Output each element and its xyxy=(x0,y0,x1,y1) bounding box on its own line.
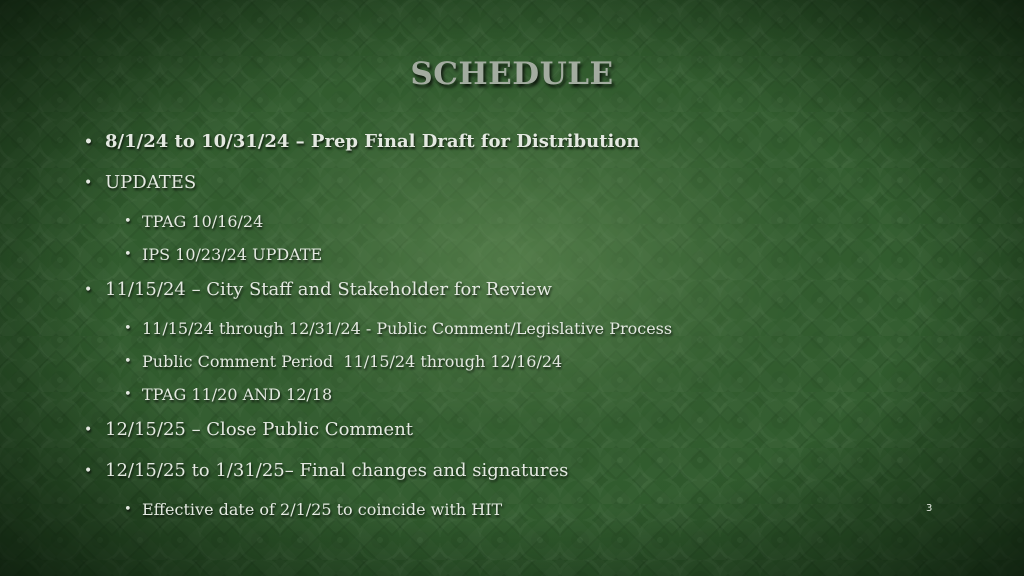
list-subitem-text: Effective date of 2/1/25 to coincide with HIT xyxy=(142,500,503,519)
bullet-icon: • xyxy=(124,502,132,517)
list-item-text: 12/15/25 to 1/31/25– Final changes and signatures xyxy=(105,460,569,481)
list-item xyxy=(84,276,944,304)
list-item-text: UPDATES xyxy=(105,172,197,193)
bullet-icon: • xyxy=(84,422,93,438)
list-subitem xyxy=(84,383,944,407)
list-item xyxy=(84,416,944,444)
bullet-icon: • xyxy=(84,134,93,150)
bullet-icon: • xyxy=(124,354,132,369)
bullet-icon: • xyxy=(124,247,132,262)
bullet-icon: • xyxy=(84,463,93,479)
list-item-text: 8/1/24 to 10/31/24 – Prep Final Draft for Distribution xyxy=(105,131,640,152)
list-subitem-text: IPS 10/23/24 UPDATE xyxy=(142,245,323,264)
list-subitem xyxy=(84,498,944,522)
list-subitem-text: TPAG 10/16/24 xyxy=(142,212,264,231)
list-item-text: 11/15/24 – City Staff and Stakeholder for Review xyxy=(105,279,552,300)
bullet-icon: • xyxy=(84,282,93,298)
list-subitem xyxy=(84,243,944,267)
list-item xyxy=(84,457,944,485)
slide-title: SCHEDULE xyxy=(410,56,614,92)
list-item xyxy=(84,169,944,197)
list-subitem xyxy=(84,210,944,234)
list-item xyxy=(84,128,944,156)
bullet-list xyxy=(84,128,944,531)
list-subitem xyxy=(84,317,944,341)
bullet-icon: • xyxy=(124,387,132,402)
list-subitem xyxy=(84,350,944,374)
list-item-text: 12/15/25 – Close Public Comment xyxy=(105,419,414,440)
bullet-icon: • xyxy=(84,175,93,191)
page-number: 3 xyxy=(926,503,933,514)
list-subitem-text: 11/15/24 through 12/31/24 - Public Comment/Legislative Process xyxy=(142,319,673,338)
list-subitem-text: TPAG 11/20 AND 12/18 xyxy=(142,385,333,404)
list-subitem-text: Public Comment Period 11/15/24 through 12/16/24 xyxy=(142,352,563,371)
bullet-icon: • xyxy=(124,321,132,336)
bullet-icon: • xyxy=(124,214,132,229)
